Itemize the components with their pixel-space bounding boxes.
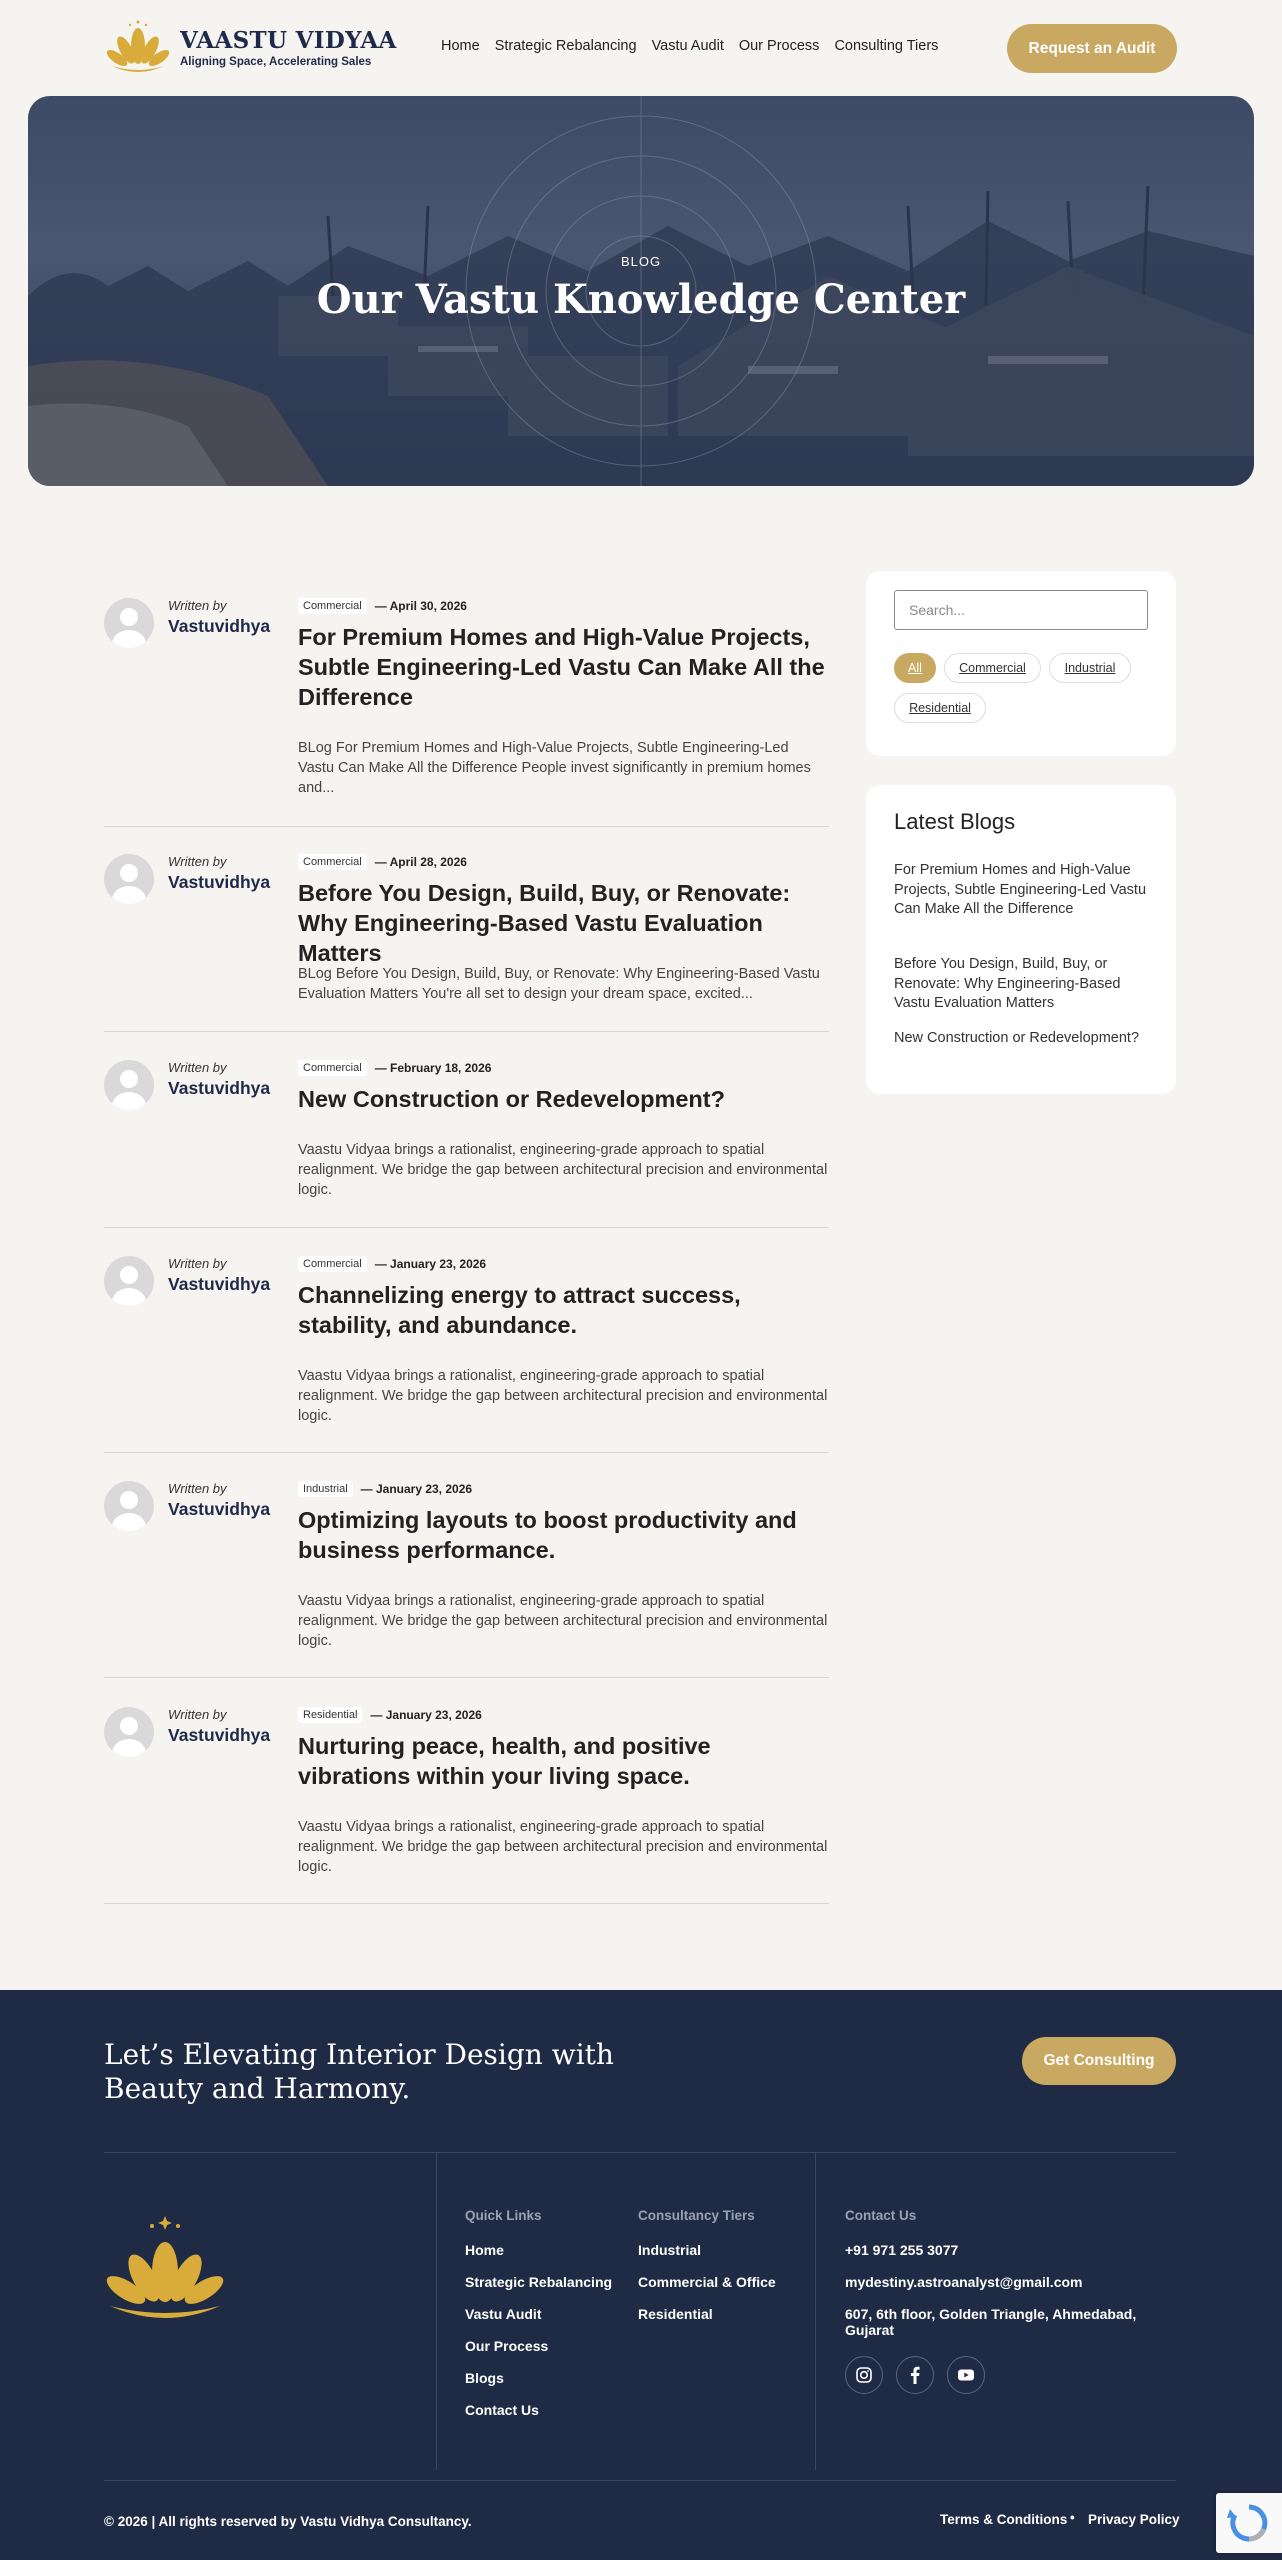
terms-link[interactable]: Terms & Conditions — [940, 2512, 1068, 2527]
category-badge[interactable]: Industrial — [298, 1481, 353, 1497]
footer-link-home[interactable]: Home — [465, 2242, 504, 2258]
author-name[interactable]: Vastuvidhya — [168, 1499, 271, 1519]
blog-post[interactable] — [104, 1256, 829, 1453]
filter-chip-industrial[interactable]: Industrial — [1049, 653, 1131, 683]
brand-logo[interactable] — [104, 16, 397, 80]
post-excerpt: Vaastu Vidyaa brings a rationalist, engineering-grade approach to spatial realignment. We bridge the gap between architectural precision and environmental logic. — [298, 1368, 828, 1424]
post-excerpt: BLog Before You Design, Build, Buy, or Renovate: Why Engineering-Based Vastu Evaluation Matters You're all set to design your dream space, excited... — [298, 966, 820, 1002]
blog-post[interactable] — [104, 1481, 829, 1678]
post-meta — [298, 854, 467, 870]
lotus-logo-icon — [104, 16, 172, 80]
filter-chip-commercial[interactable]: Commercial — [944, 653, 1041, 683]
nav-consulting-tiers[interactable]: Consulting Tiers — [834, 38, 939, 54]
post-date: — April 30, 2026 — [374, 599, 467, 613]
footer-link-residential[interactable]: Residential — [638, 2306, 713, 2322]
post-title[interactable]: Channelizing energy to attract success, stability, and abundance. — [298, 1282, 741, 1338]
copyright-text: © 2026 | All rights reserved by Vastu Vidhya Consultancy. — [104, 2514, 472, 2529]
author-avatar — [104, 1707, 154, 1757]
blog-post[interactable] — [104, 854, 829, 1032]
get-consulting-button[interactable]: Get Consulting — [1022, 2037, 1176, 2085]
written-by-label: Written by — [168, 1256, 227, 1271]
youtube-icon[interactable] — [947, 2356, 985, 2394]
user-icon — [104, 1060, 154, 1110]
post-excerpt: Vaastu Vidyaa brings a rationalist, engineering-grade approach to spatial realignment. We bridge the gap between architectural precision and environmental logic. — [298, 1593, 828, 1649]
post-excerpt: Vaastu Vidyaa brings a rationalist, engineering-grade approach to spatial realignment. We bridge the gap between architectural precision and environmental logic. — [298, 1819, 828, 1875]
contact-email[interactable]: mydestiny.astroanalyst@gmail.com — [845, 2274, 1083, 2290]
user-icon — [104, 1256, 154, 1306]
consultancy-tiers-heading: Consultancy Tiers — [638, 2208, 755, 2223]
post-title[interactable]: Before You Design, Build, Buy, or Renovate: Why Engineering-Based Vastu Evaluation Matters — [298, 880, 791, 966]
contact-phone[interactable]: +91 971 255 3077 — [845, 2242, 959, 2258]
footer-link-blogs[interactable]: Blogs — [465, 2370, 504, 2386]
category-badge[interactable]: Residential — [298, 1707, 362, 1723]
post-meta — [298, 1060, 491, 1076]
author-name[interactable]: Vastuvidhya — [168, 1274, 271, 1294]
author-avatar — [104, 1481, 154, 1531]
footer-cta-text: Let’s Elevating Interior Design with Beauty and Harmony. — [104, 2038, 614, 2105]
footer-lotus-logo-icon — [104, 2210, 226, 2332]
nav-strategic-rebalancing[interactable]: Strategic Rebalancing — [494, 38, 637, 54]
author-avatar — [104, 598, 154, 648]
author-avatar — [104, 1060, 154, 1110]
quick-links-heading: Quick Links — [465, 2208, 542, 2223]
recaptcha-icon — [1216, 2493, 1282, 2553]
footer-link-vastu-audit[interactable]: Vastu Audit — [465, 2306, 542, 2322]
brand-tagline: Aligning Space, Accelerating Sales — [180, 56, 372, 68]
top-navbar — [0, 0, 1282, 96]
footer-divider — [104, 2152, 1176, 2153]
post-meta — [298, 598, 467, 614]
post-excerpt: Vaastu Vidyaa brings a rationalist, engineering-grade approach to spatial realignment. We bridge the gap between architectural precision and environmental logic. — [298, 1142, 828, 1198]
post-title[interactable]: Optimizing layouts to boost productivity and business performance. — [298, 1507, 797, 1563]
author-name[interactable]: Vastuvidhya — [168, 1725, 271, 1745]
request-audit-button[interactable]: Request an Audit — [1007, 24, 1177, 73]
nav-vastu-audit[interactable]: Vastu Audit — [651, 38, 724, 54]
post-meta — [298, 1481, 472, 1497]
footer-link-industrial[interactable]: Industrial — [638, 2242, 702, 2258]
post-title[interactable]: New Construction or Redevelopment? — [298, 1086, 725, 1112]
search-input[interactable]: Search... — [894, 590, 1148, 630]
user-icon — [104, 1707, 154, 1757]
post-date: — April 28, 2026 — [374, 855, 467, 869]
post-date: — January 23, 2026 — [360, 1482, 473, 1496]
written-by-label: Written by — [168, 854, 227, 869]
footer-link-commercial-office[interactable]: Commercial & Office — [638, 2274, 776, 2290]
written-by-label: Written by — [168, 598, 227, 613]
author-name[interactable]: Vastuvidhya — [168, 872, 271, 892]
search-filter-card — [866, 571, 1176, 756]
post-date: — January 23, 2026 — [370, 1708, 482, 1722]
post-title[interactable]: Nurturing peace, health, and positive vibrations within your living space. — [298, 1733, 711, 1789]
instagram-icon[interactable] — [845, 2356, 883, 2394]
post-date: — January 23, 2026 — [374, 1257, 487, 1271]
latest-blogs-card — [866, 785, 1176, 1094]
blog-post[interactable] — [104, 1060, 829, 1228]
author-avatar — [104, 1256, 154, 1306]
footer-divider — [815, 2152, 816, 2470]
user-icon — [104, 1481, 154, 1531]
author-avatar — [104, 854, 154, 904]
written-by-label: Written by — [168, 1481, 227, 1496]
recaptcha-badge[interactable] — [1216, 2493, 1282, 2553]
written-by-label: Written by — [168, 1060, 227, 1075]
nav-our-process[interactable]: Our Process — [738, 38, 820, 54]
footer-divider — [104, 2480, 1176, 2481]
user-icon — [104, 854, 154, 904]
blog-post[interactable] — [104, 1707, 829, 1904]
main-menu — [441, 38, 953, 54]
bullet-separator: • — [1070, 2510, 1075, 2525]
post-title[interactable]: For Premium Homes and High-Value Projects, Subtle Engineering-Led Vastu Can Make All the Difference — [298, 624, 825, 710]
category-badge[interactable]: Commercial — [298, 1060, 367, 1076]
hero-label: BLOG — [620, 254, 662, 269]
footer-link-our-process[interactable]: Our Process — [465, 2338, 549, 2354]
category-badge[interactable]: Commercial — [298, 1256, 367, 1272]
brand-name: VAASTU VIDYAA — [180, 27, 397, 54]
post-date: — February 18, 2026 — [374, 1061, 492, 1075]
facebook-icon[interactable] — [896, 2356, 934, 2394]
filter-chip-all[interactable]: All — [894, 653, 936, 683]
contact-address: 607, 6th floor, Golden Triangle, Ahmedabad, Gujarat — [845, 2306, 1137, 2338]
footer-divider — [436, 2152, 437, 2470]
post-excerpt: BLog For Premium Homes and High-Value Projects, Subtle Engineering-Led Vastu Can Make All the Difference People invest significantly in premium homes and... — [298, 740, 811, 796]
footer-link-strategic-rebalancing[interactable]: Strategic Rebalancing — [465, 2274, 613, 2290]
nav-home[interactable]: Home — [441, 38, 480, 54]
post-meta — [298, 1256, 486, 1272]
post-meta — [298, 1707, 482, 1723]
latest-blogs-title: Latest Blogs — [894, 809, 1016, 834]
user-icon — [104, 598, 154, 648]
hero-banner — [28, 96, 1254, 486]
filter-chip-residential[interactable]: Residential — [894, 693, 986, 723]
site-footer — [0, 1990, 1282, 2560]
author-name[interactable]: Vastuvidhya — [168, 616, 271, 636]
latest-blog-link[interactable]: For Premium Homes and High-Value Projects, Subtle Engineering-Led Vastu Can Make All the Difference — [894, 862, 1147, 917]
page-title: Our Vastu Knowledge Center — [316, 276, 966, 323]
written-by-label: Written by — [168, 1707, 227, 1722]
latest-blog-link[interactable]: Before You Design, Build, Buy, or Renovate: Why Engineering-Based Vastu Evaluation Matters — [894, 956, 1121, 1011]
footer-link-contact-us[interactable]: Contact Us — [465, 2402, 539, 2418]
author-name[interactable]: Vastuvidhya — [168, 1078, 271, 1098]
category-badge[interactable]: Commercial — [298, 598, 367, 614]
privacy-link[interactable]: Privacy Policy — [1088, 2512, 1180, 2527]
latest-blog-link[interactable]: New Construction or Redevelopment? — [894, 1030, 1140, 1046]
category-badge[interactable]: Commercial — [298, 854, 367, 870]
contact-us-heading: Contact Us — [845, 2208, 917, 2223]
blog-post[interactable] — [104, 598, 829, 827]
